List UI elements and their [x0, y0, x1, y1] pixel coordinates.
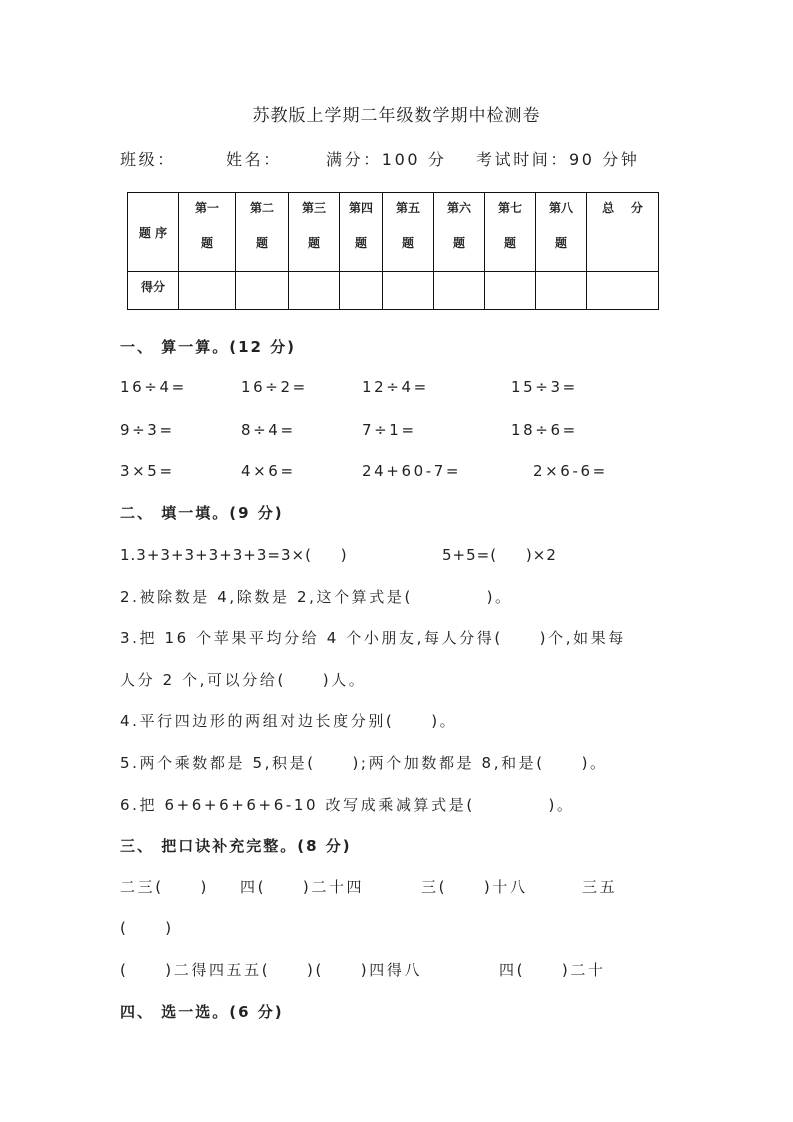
problem: 7÷1=: [362, 421, 417, 439]
score-table: [127, 192, 659, 310]
col-header: 第二 题: [236, 193, 289, 272]
problem: 12÷4=: [362, 378, 429, 396]
problem: 9÷3=: [120, 421, 175, 439]
item-5: 5.两个乘数都是 5,积是( );两个加数都是 8,和是( )。: [120, 754, 608, 772]
problem: 3×5=: [120, 462, 175, 480]
item-1b: 5+5=( )×2: [442, 546, 557, 564]
class-label: 班级：: [120, 150, 176, 169]
score-cell[interactable]: [179, 272, 236, 310]
score-cell[interactable]: [340, 272, 383, 310]
problem: 8÷4=: [241, 421, 296, 439]
score-cell[interactable]: [236, 272, 289, 310]
problem: 16÷4=: [120, 378, 187, 396]
rhyme: 四( )二十四: [240, 878, 365, 896]
rhyme: ( ): [120, 919, 174, 937]
score-cell[interactable]: [485, 272, 536, 310]
item-2: 2.被除数是 4,除数是 2,这个算式是( )。: [120, 588, 513, 606]
col-header: 第四 题: [340, 193, 383, 272]
section-3-heading: 三、 把口诀补充完整。(8 分): [120, 837, 352, 855]
score-cell[interactable]: [536, 272, 587, 310]
problem: 18÷6=: [511, 421, 578, 439]
score-cell[interactable]: [587, 272, 659, 310]
problem: 4×6=: [241, 462, 296, 480]
item-3a: 3.把 16 个苹果平均分给 4 个小朋友,每人分得( )个,如果每: [120, 629, 626, 647]
problem: 2×6-6=: [533, 462, 608, 480]
problem: 24+60-7=: [362, 462, 462, 480]
col-header: 第五 题: [383, 193, 434, 272]
page-title: 苏教版上学期二年级数学期中检测卷: [252, 106, 541, 126]
score-cell[interactable]: [434, 272, 485, 310]
col-header: 第六 题: [434, 193, 485, 272]
item-1a: 1.3+3+3+3+3+3=3×( ): [120, 546, 348, 564]
full-score-label: 满分：100 分: [326, 150, 447, 169]
item-3b: 人分 2 个,可以分给( )人。: [120, 671, 367, 689]
problem: 16÷2=: [241, 378, 308, 396]
time-label: 考试时间：90 分钟: [476, 150, 640, 169]
section-2-heading: 二、 填一填。(9 分): [120, 504, 284, 522]
col-header: 第三 题: [289, 193, 340, 272]
name-label: 姓名：: [226, 150, 282, 169]
col-header: 第七 题: [485, 193, 536, 272]
rhyme: ( )二得四五五( )( )四得八: [120, 961, 423, 979]
row-header: 题 序: [128, 193, 179, 272]
rhyme: 四( )二十: [499, 961, 606, 979]
section-1-heading: 一、 算一算。(12 分): [120, 338, 297, 356]
section-4-heading: 四、 选一选。(6 分): [120, 1003, 284, 1021]
problem: 15÷3=: [511, 378, 578, 396]
rhyme: 三( )十八: [421, 878, 528, 896]
rhyme: 二三( ): [120, 878, 209, 896]
col-header: 第一 题: [179, 193, 236, 272]
col-header: 第八 题: [536, 193, 587, 272]
item-4: 4.平行四边形的两组对边长度分别( )。: [120, 712, 458, 730]
score-cell[interactable]: [383, 272, 434, 310]
score-cell[interactable]: [289, 272, 340, 310]
rhyme: 三五: [582, 878, 618, 896]
col-header-total: 总 分: [587, 193, 659, 272]
score-label: 得分: [128, 272, 179, 310]
item-6: 6.把 6+6+6+6+6-10 改写成乘减算式是( )。: [120, 796, 575, 814]
